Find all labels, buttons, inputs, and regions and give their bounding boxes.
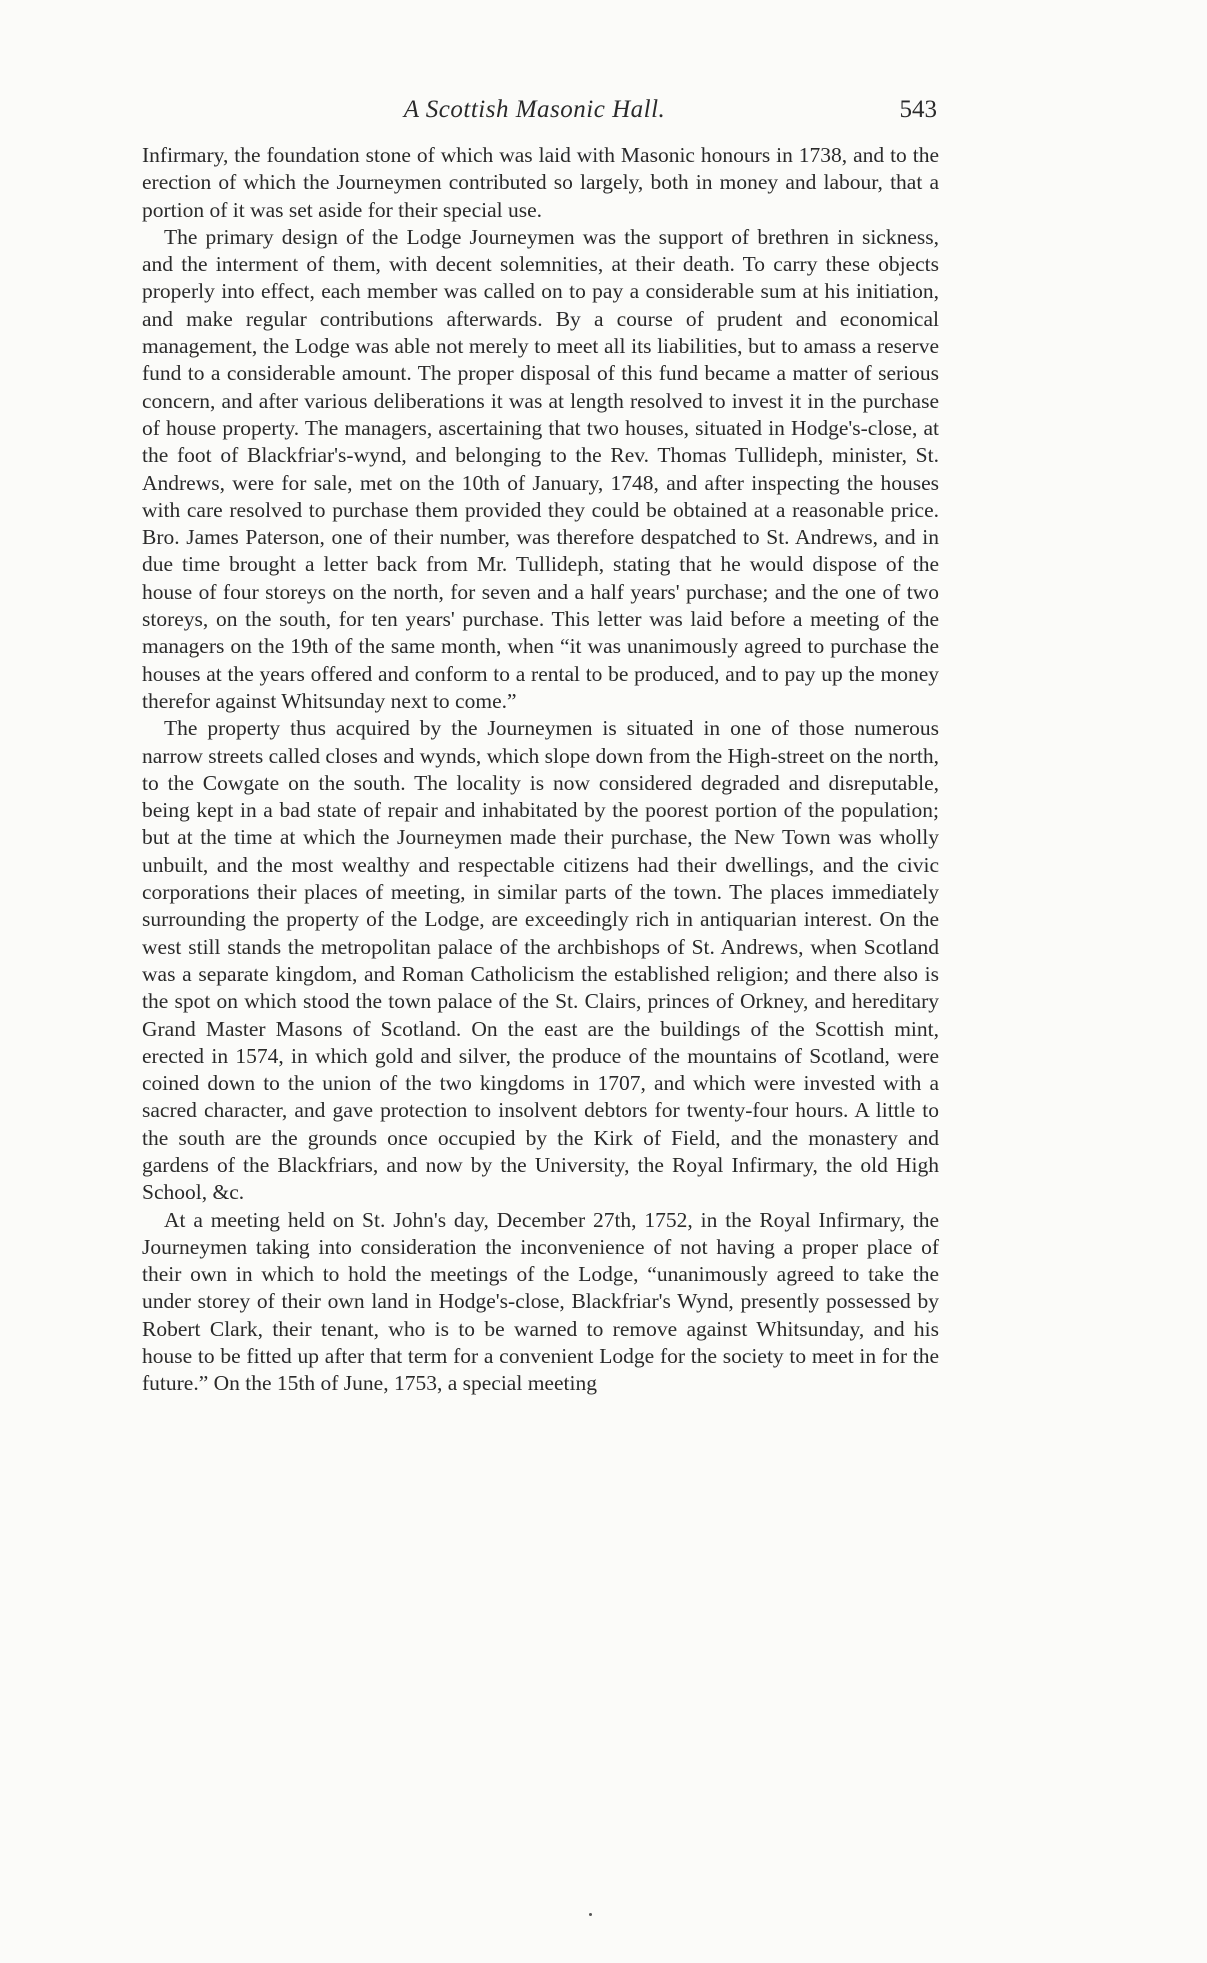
page-number: 543 bbox=[899, 96, 937, 123]
print-speck bbox=[589, 1913, 592, 1916]
body-text bbox=[142, 142, 939, 1398]
running-title: A Scottish Masonic Hall. bbox=[403, 96, 666, 123]
paragraph: At a meeting held on St. John's day, December 27th, 1752, in the Royal Infirmary, the Journeymen taking into consideration the inconvenience of not having a proper place of their own in which to hold the meetings of the Lodge, “unanimously agreed to take the under storey of their own land in Hodge's-close, Blackfriar's Wynd, presently possessed by Robert Clark, their tenant, who is to be warned to remove against Whitsunday, and his house to be fitted up after that term for a convenient Lodge for the society to meet in for the future.” On the 15th of June, 1753, a special meeting bbox=[142, 1207, 939, 1396]
paragraph: The property thus acquired by the Journeymen is situated in one of those numerous narrow streets called closes and wynds, which slope down from the High-street on the north, to the Cowgate on the south. The locality is now considered degraded and disreputable, being kept in a bad state of repair and inhabitated by the poorest portion of the population; but at the time at which the Journeymen made their purchase, the New Town was wholly unbuilt, and the most wealthy and respectable citizens had their dwellings, and the civic corporations their places of meeting, in similar parts of the town. The places immediately surrounding the property of the Lodge, are exceedingly rich in antiquarian interest. On the west still stands the metropolitan palace of the archbishops of St. Andrews, when Scotland was a separate kingdom, and Roman Catholicism the established religion; and there also is the spot on which stood the town palace of the St. Clairs, princes of Orkney, and hereditary Grand Master Masons of Scotland. On the east are the buildings of the Scottish mint, erected in 1574, in which gold and silver, the produce of the mountains of Scotland, were coined down to the union of the two kingdoms in 1707, and which were invested with a sacred character, and gave protection to insolvent debtors for twenty-four hours. A little to the south are the grounds once occupied by the Kirk of Field, and the monastery and gardens of the Blackfriars, and now by the University, the Royal Infirmary, the old High School, &c. bbox=[142, 716, 939, 1205]
paragraph: Infirmary, the foundation stone of which was laid with Masonic honours in 1738, and to the erection of which the Journeymen contributed so largely, both in money and labour, that a portion of it was set aside for their special use. bbox=[142, 143, 939, 222]
paragraph: The primary design of the Lodge Journeymen was the support of brethren in sickness, and the interment of them, with decent solemnities, at their death. To carry these objects properly into effect, each member was called on to pay a considerable sum at his initiation, and make regular contributions afterwards. By a course of prudent and economical management, the Lodge was able not merely to meet all its liabilities, but to amass a reserve fund to a considerable amount. The proper disposal of this fund became a matter of serious concern, and after various deliberations it was at length resolved to invest it in the purchase of house property. The managers, ascertaining that two houses, situated in Hodge's-close, at the foot of Blackfriar's-wynd, and belonging to the Rev. Thomas Tullideph, minister, St. Andrews, were for sale, met on the 10th of January, 1748, and after inspecting the houses with care resolved to purchase them provided they could be obtained at a reasonable price. Bro. James Paterson, one of their number, was therefore despatched to St. Andrews, and in due time brought a letter back from Mr. Tullideph, stating that he would dispose of the house of four storeys on the north, for seven and a half years' purchase; and the one of two storeys, on the south, for ten years' purchase. This letter was laid before a meeting of the managers on the 19th of the same month, when “it was unanimously agreed to purchase the houses at the years offered and conform to a rental to be produced, and to pay up the money therefor against Whitsunday next to come.” bbox=[142, 224, 939, 713]
running-head bbox=[132, 96, 937, 136]
